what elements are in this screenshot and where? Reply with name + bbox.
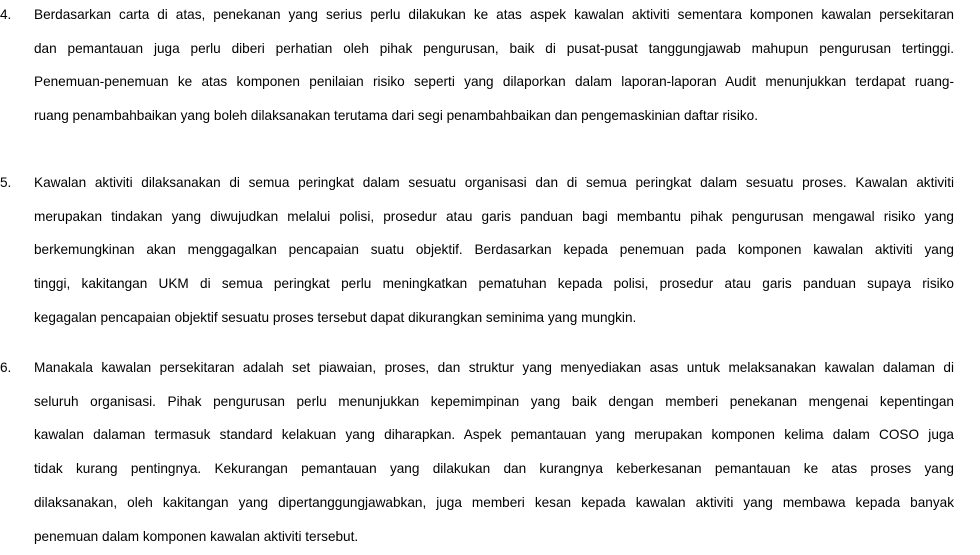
paragraph-line: Penemuan-penemuan ke atas komponen penilaian risiko seperti yang dilaporkan dalam laporan-laporan Audit menunjukkan terdapat ruang- [34,74,954,89]
paragraph-line: kegagalan pencapaian objektif sesuatu proses tersebut dapat dikurangkan seminima yang mungkin. [34,310,637,325]
paragraph-line: dilaksanakan, oleh kakitangan yang dipertanggungjawabkan, juga memberi kesan kepada kawalan aktiviti yang membawa kepada banyak [34,495,954,510]
paragraph-line: kawalan dalaman termasuk standard kelakuan yang diharapkan. Aspek pemantauan yang merupakan komponen kelima dalam COSO juga [34,427,954,442]
paragraph-number: 4. [0,7,12,22]
paragraph-line: tinggi, kakitangan UKM di semua peringkat perlu meningkatkan pematuhan kepada polisi, prosedur atau garis panduan supaya risiko [34,276,954,291]
paragraph-line: merupakan tindakan yang diwujudkan melalui polisi, prosedur atau garis panduan bagi membantu pihak pengurusan mengawal risiko yang [34,209,954,224]
paragraph-line: dan pemantauan juga perlu diberi perhatian oleh pihak pengurusan, baik di pusat-pusat tanggungjawab mahupun pengurusan tertinggi. [34,41,954,56]
paragraph-line: Manakala kawalan persekitaran adalah set piawaian, proses, dan struktur yang menyediakan asas untuk melaksanakan kawalan dalaman di [34,360,954,375]
paragraph-line: penemuan dalam komponen kawalan aktiviti tersebut. [34,529,359,544]
paragraph-line: seluruh organisasi. Pihak pengurusan perlu menunjukkan kepemimpinan yang baik dengan memberi penekanan mengenai kepentingan [34,394,954,409]
paragraph-line: berkemungkinan akan menggagalkan pencapaian suatu objektif. Berdasarkan kepada penemuan pada komponen kawalan aktiviti yang [34,242,954,257]
paragraph-line: tidak kurang pentingnya. Kekurangan pemantauan yang dilakukan dan kurangnya keberkesanan pemantauan ke atas proses yang [34,461,954,476]
paragraph-line: ruang penambahbaikan yang boleh dilaksanakan terutama dari segi penambahbaikan dan pengemaskinian daftar risiko. [34,108,758,123]
paragraph-number: 5. [0,175,12,190]
paragraph-line: Kawalan aktiviti dilaksanakan di semua peringkat dalam sesuatu organisasi dan di semua peringkat dalam sesuatu proses. Kawalan aktiviti [34,175,954,190]
paragraph-number: 6. [0,360,12,375]
paragraph-line: Berdasarkan carta di atas, penekanan yang serius perlu dilakukan ke atas aspek kawalan aktiviti sementara komponen kawalan persekitaran [34,7,954,22]
